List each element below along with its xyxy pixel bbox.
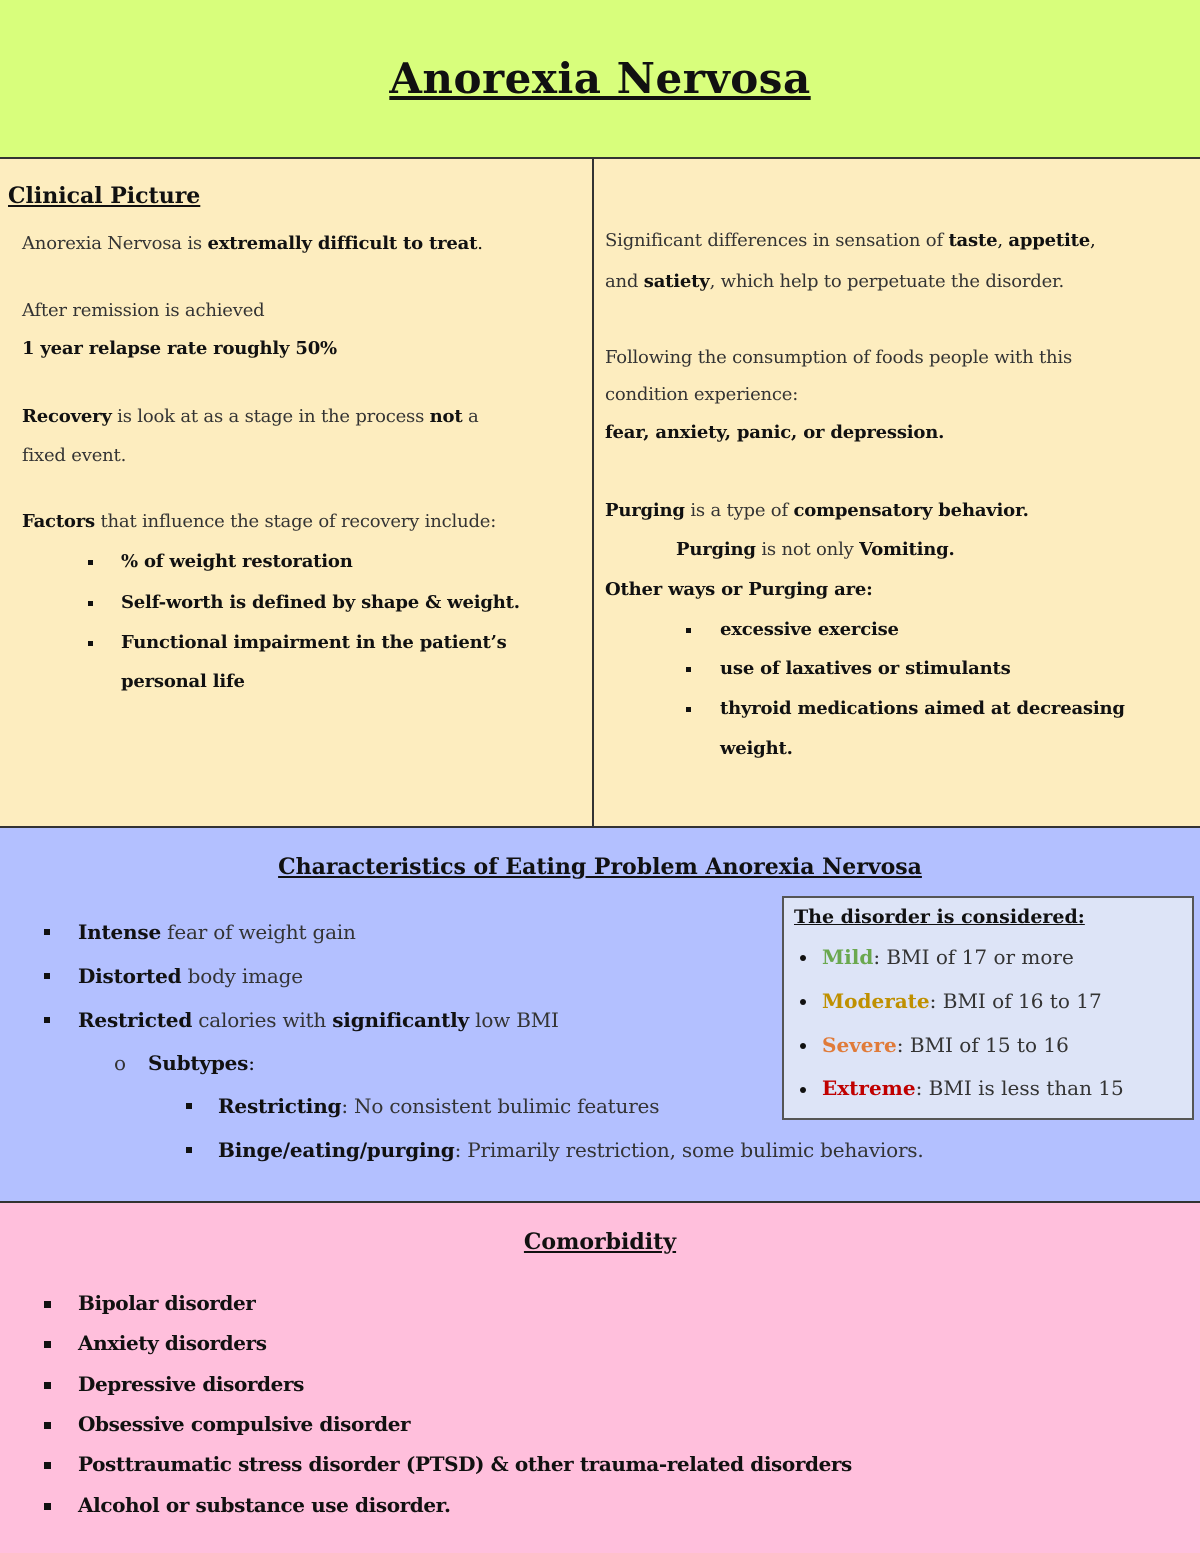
text-bold: extremally difficult to treat — [207, 233, 478, 254]
text-bold: Vomiting. — [859, 539, 955, 560]
right-line-vomiting — [676, 540, 955, 560]
comorbidity-section — [0, 1203, 1200, 1553]
clinical-line-remission: After remission is achieved — [22, 300, 265, 321]
right-line-following: Following the consumption of foods people with this — [605, 347, 1073, 368]
subtype-item — [218, 1139, 924, 1161]
characteristics-section — [0, 828, 1200, 1203]
severity-extreme — [822, 1076, 1124, 1100]
text-bold: significantly — [332, 1008, 469, 1032]
severity-moderate — [822, 989, 1102, 1013]
text: , — [997, 230, 1009, 251]
comorbidity-item: Obsessive compulsive disorder — [78, 1412, 411, 1436]
square-bullet-icon — [44, 1017, 50, 1023]
text-bold: personal life — [121, 671, 245, 692]
characteristic-item — [78, 921, 356, 943]
square-bullet-icon — [686, 628, 691, 633]
characteristics-heading: Characteristics of Eating Problem Anorexia Nervosa — [278, 854, 922, 880]
bullet-dot-icon — [800, 1087, 806, 1093]
right-line-emotions — [605, 423, 944, 443]
text-bold: Functional impairment in the patient’s — [121, 632, 507, 653]
text: , which help to perpetuate the disorder. — [709, 271, 1064, 292]
text: a — [462, 406, 479, 427]
text-bold: use of laxatives or stimulants — [720, 658, 1011, 679]
square-bullet-icon — [44, 973, 50, 979]
text: : Primarily restriction, some bulimic behaviors. — [454, 1138, 924, 1162]
page-title: Anorexia Nervosa — [389, 54, 811, 103]
text-bold: fear, anxiety, panic, or depression. — [605, 422, 945, 443]
severity-label: Extreme — [822, 1076, 916, 1100]
clinical-heading: Clinical Picture — [8, 183, 201, 209]
severity-label: Severe — [822, 1033, 897, 1057]
text: fear of weight gain — [161, 920, 356, 944]
text: calories with — [192, 1008, 333, 1032]
subtypes-label — [148, 1052, 255, 1074]
text-bold: Binge/eating/purging — [218, 1138, 455, 1162]
clinical-line-treat — [22, 234, 483, 254]
text: : BMI of 16 to 17 — [929, 989, 1102, 1013]
bullet-dot-icon — [800, 999, 806, 1005]
square-bullet-icon — [44, 1503, 51, 1510]
text-bold: thyroid medications aimed at decreasing — [720, 698, 1125, 719]
clinical-line-recovery — [22, 407, 479, 427]
square-bullet-icon — [44, 929, 50, 935]
comorbidity-item: Alcohol or substance use disorder. — [78, 1493, 451, 1517]
factor-item — [121, 593, 520, 613]
right-line-purging — [605, 501, 1029, 521]
text: Anorexia Nervosa is — [22, 233, 208, 254]
square-bullet-icon — [686, 707, 691, 712]
text: body image — [181, 964, 303, 988]
text-bold: Intense — [78, 920, 161, 944]
text: and — [605, 271, 644, 292]
text: that influence the stage of recovery include: — [94, 511, 497, 532]
text-bold: Self-worth is defined by shape & weight. — [121, 592, 520, 613]
text-bold: Restricting — [218, 1094, 342, 1118]
text-bold: 1 year relapse rate roughly 50% — [22, 338, 337, 359]
comorbidity-item: Anxiety disorders — [78, 1331, 267, 1355]
purging-way-item — [720, 659, 1011, 679]
comorbidity-item: Bipolar disorder — [78, 1291, 256, 1315]
text: , — [1089, 230, 1096, 251]
text-bold: weight. — [720, 738, 793, 759]
square-bullet-icon — [88, 601, 93, 606]
text: is not only — [755, 539, 860, 560]
bullet-dot-icon — [800, 955, 806, 961]
square-bullet-icon — [44, 1422, 51, 1429]
text-bold: % of weight restoration — [121, 551, 353, 572]
severity-box — [782, 896, 1194, 1120]
bullet-dot-icon — [800, 1043, 806, 1049]
severity-heading: The disorder is considered: — [794, 906, 1085, 928]
square-bullet-icon — [686, 667, 691, 672]
text: is look at as a stage in the process — [111, 406, 430, 427]
text: : No consistent bulimic features — [341, 1094, 660, 1118]
text: low BMI — [468, 1008, 559, 1032]
text-bold: Purging — [676, 539, 756, 560]
text: : — [248, 1051, 255, 1075]
square-bullet-icon — [88, 560, 93, 565]
text-bold: Purging — [605, 500, 685, 521]
text-bold: Recovery — [22, 406, 112, 427]
square-bullet-icon — [44, 1341, 51, 1348]
factor-item — [121, 552, 353, 572]
circle-bullet-icon: o — [114, 1051, 126, 1075]
right-line-other-ways — [605, 580, 873, 600]
severity-severe — [822, 1033, 1069, 1057]
text-bold: satiety — [643, 271, 710, 292]
clinical-line-relapse — [22, 339, 337, 359]
severity-label: Mild — [822, 945, 874, 969]
text-bold: compensatory behavior. — [793, 500, 1029, 521]
characteristic-item — [78, 1009, 559, 1031]
square-bullet-icon — [44, 1462, 51, 1469]
severity-label: Moderate — [822, 989, 930, 1013]
subtype-item — [218, 1095, 659, 1117]
right-line-satiety — [605, 272, 1064, 292]
square-bullet-icon — [88, 641, 93, 646]
text: : BMI of 17 or more — [873, 945, 1074, 969]
purging-way-item — [720, 699, 1125, 719]
text: . — [477, 233, 483, 254]
text-bold: Distorted — [78, 964, 182, 988]
column-divider — [592, 159, 594, 826]
text: : BMI of 15 to 16 — [896, 1033, 1069, 1057]
purging-way-item — [720, 620, 899, 640]
purging-way-item-continued — [720, 739, 793, 759]
text-bold: Other ways or Purging are: — [605, 579, 873, 600]
text: : BMI is less than 15 — [915, 1076, 1124, 1100]
text-bold: Subtypes — [148, 1051, 249, 1075]
characteristic-item — [78, 965, 303, 987]
right-line-sensation — [605, 231, 1096, 251]
text-bold: appetite — [1008, 230, 1090, 251]
text-bold: Factors — [22, 511, 95, 532]
square-bullet-icon — [44, 1382, 51, 1389]
header-banner — [0, 0, 1200, 159]
severity-mild — [822, 945, 1074, 969]
comorbidity-heading: Comorbidity — [523, 1229, 677, 1255]
text-bold: not — [429, 406, 463, 427]
factor-item-continued — [121, 672, 245, 692]
clinical-line-factors — [22, 512, 496, 532]
text: Significant differences in sensation of — [605, 230, 949, 251]
factor-item — [121, 633, 507, 653]
text-bold: excessive exercise — [720, 619, 899, 640]
text: is a type of — [684, 500, 794, 521]
right-line-condition: condition experience: — [605, 384, 799, 405]
text-bold: taste — [948, 230, 998, 251]
clinical-line-fixed-event: fixed event. — [22, 445, 127, 466]
clinical-picture-section — [0, 159, 1200, 828]
comorbidity-item: Depressive disorders — [78, 1372, 304, 1396]
square-bullet-icon — [44, 1301, 51, 1308]
text-bold: Restricted — [78, 1008, 193, 1032]
square-bullet-icon — [186, 1147, 192, 1153]
square-bullet-icon — [186, 1103, 192, 1109]
comorbidity-item: Posttraumatic stress disorder (PTSD) & other trauma-related disorders — [78, 1452, 852, 1476]
